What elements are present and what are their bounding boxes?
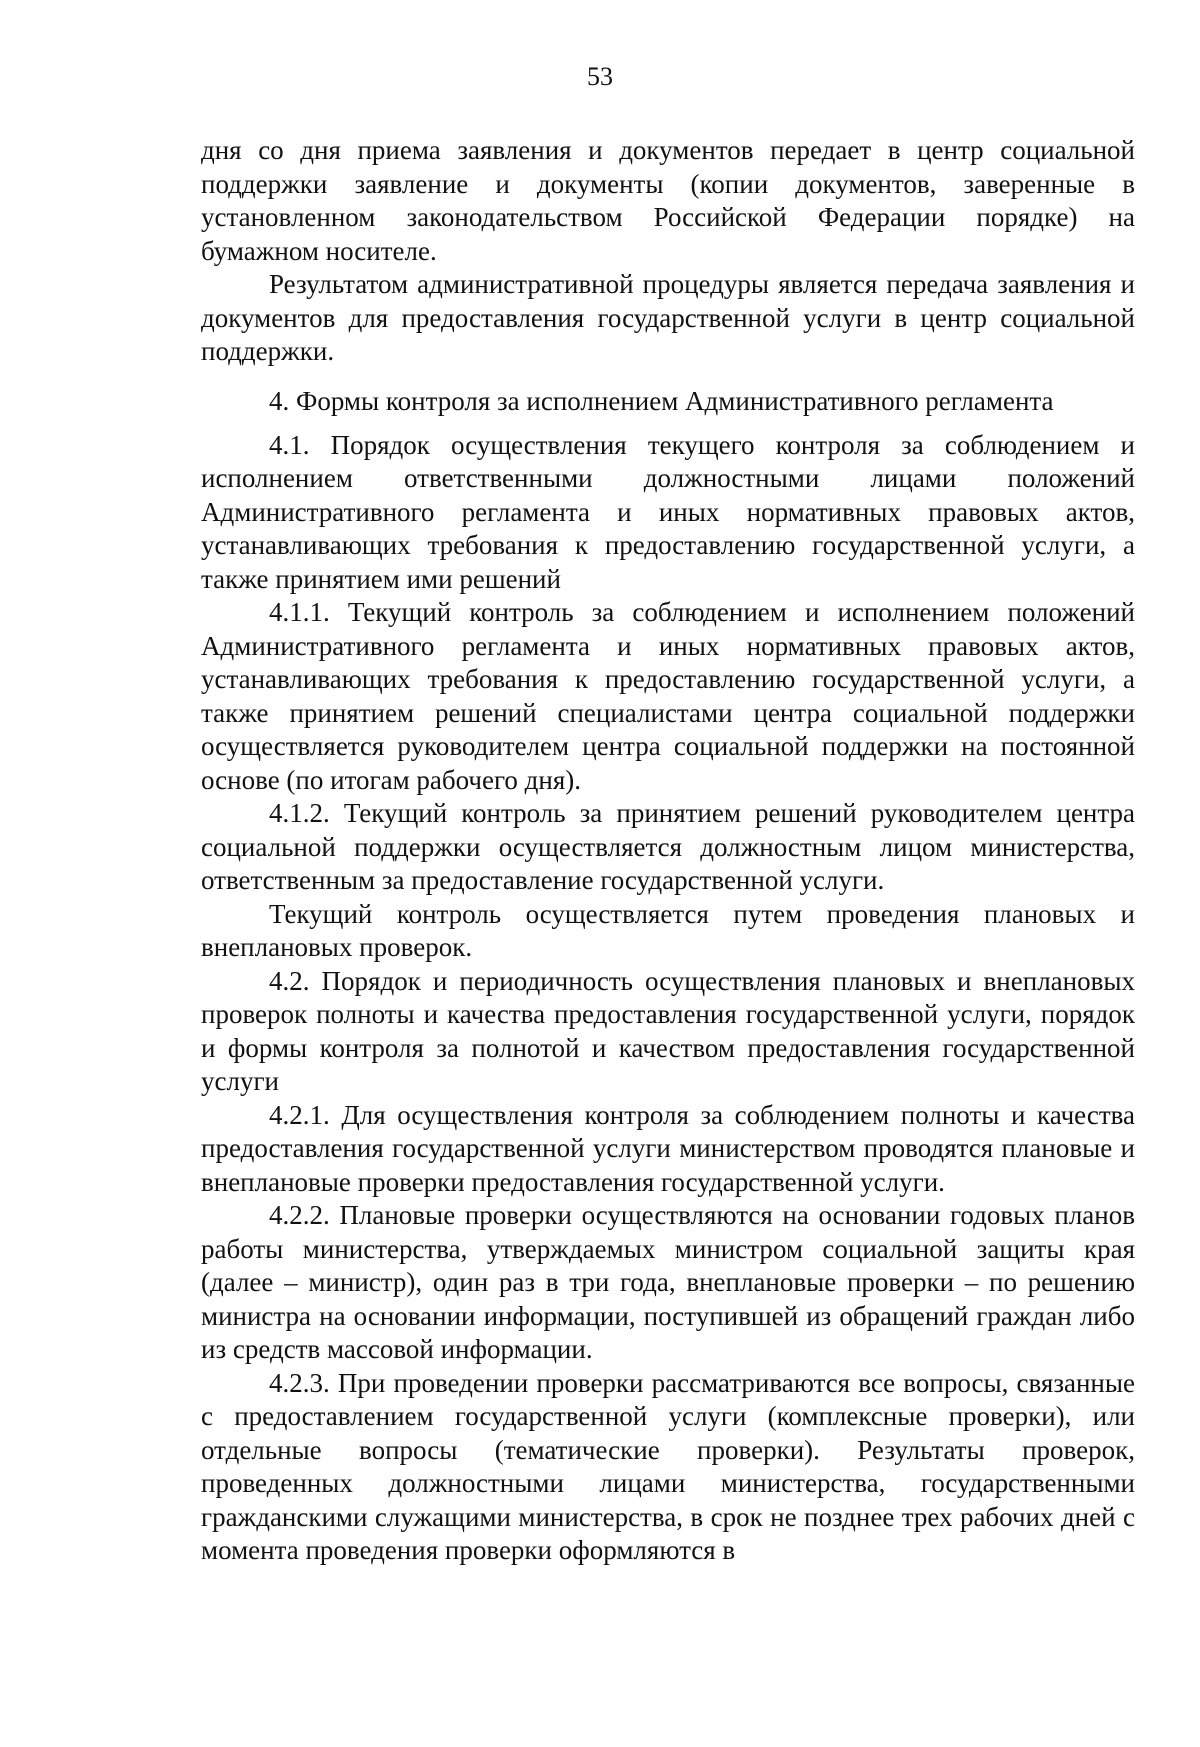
page-number: 53 — [587, 62, 613, 91]
paragraph-current-control: Текущий контроль осуществляется путем проведения плановых и внеплановых проверок. — [201, 898, 1135, 962]
document-body — [201, 134, 1135, 1568]
paragraph-4-2-2: 4.2.2. Плановые проверки осуществляются на основании годовых планов работы министерства, утверждаемых министром социальной защиты края (далее – министр), один раз в три года, внеплановые проверки – по решению министра на основании информации, поступившей из обращений граждан либо из средств массовой информации. — [201, 1200, 1135, 1364]
paragraph-4-1-1: 4.1.1. Текущий контроль за соблюдением и исполнением положений Административного регламента и иных нормативных правовых актов, устанавливающих требования к предоставлению государственной услуги, а также принятием решений специалистами центра социальной поддержки осуществляется руководителем центра социальной поддержки на постоянной основе (по итогам рабочего дня). — [201, 597, 1135, 795]
paragraph-4-1-2: 4.1.2. Текущий контроль за принятием решений руководителем центра социальной поддержки осуществляется должностным лицом министерства, ответственным за предоставление государственной услуги. — [201, 798, 1135, 895]
paragraph-4-2: 4.2. Порядок и периодичность осуществления плановых и внеплановых проверок полноты и качества предоставления государственной услуги, порядок и формы контроля за полнотой и качеством предоставления государственной услуги — [201, 965, 1135, 1096]
section-heading-4: 4. Формы контроля за исполнением Административного регламента — [269, 385, 1054, 416]
paragraph-4-2-1: 4.2.1. Для осуществления контроля за соблюдением полноты и качества предоставления государственной услуги министерством проводятся плановые и внеплановые проверки предоставления государственной услуги. — [201, 1099, 1135, 1197]
paragraph-continuation: дня со дня приема заявления и документов передает в центр социальной поддержки заявление и документы (копии документов, заверенные в установленном законодательством Российской Федерации порядке) на бумажном носителе. — [201, 135, 1135, 266]
paragraph-procedure-result: Результатом административной процедуры является передача заявления и документов для предоставления государственной услуги в центр социальной поддержки. — [201, 269, 1135, 366]
paragraph-4-1: 4.1. Порядок осуществления текущего контроля за соблюдением и исполнением ответственными должностными лицами положений Административного регламента и иных нормативных правовых актов, устанавливающих требования к предоставлению государственной услуги, а также принятием ими решений — [201, 429, 1135, 594]
paragraph-4-2-3: 4.2.3. При проведении проверки рассматриваются все вопросы, связанные с предоставлением государственной услуги (комплексные проверки), или отдельные вопросы (тематические проверки). Результаты проверок, проведенных должностными лицами министерства, государственными гражданскими служащими министерства, в срок не позднее трех рабочих дней с момента проведения проверки оформляются в — [201, 1367, 1135, 1565]
